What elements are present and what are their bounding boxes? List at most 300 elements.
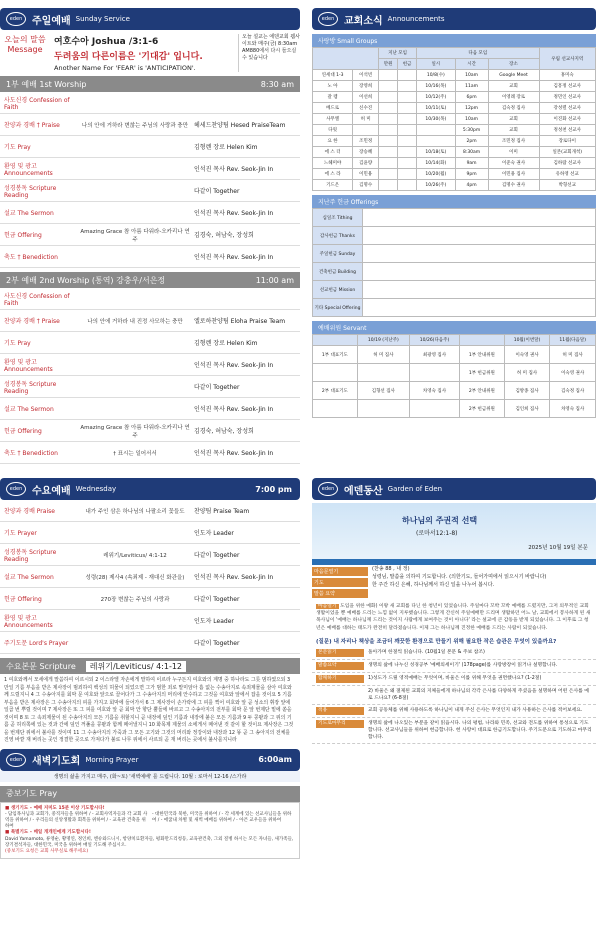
- garden-panel: [312, 478, 596, 744]
- message-label-en: Message: [7, 45, 43, 54]
- servant-cell: 허 미 집사: [504, 364, 550, 382]
- servant-row: [313, 364, 596, 382]
- dawn-header: [0, 749, 300, 771]
- message-box: [0, 34, 300, 72]
- service1-row: [0, 246, 300, 268]
- sunday-title: 주일예배: [32, 15, 71, 27]
- sg-cell: [398, 136, 417, 147]
- sg-cell: 10am: [455, 70, 488, 81]
- servant-head: 10/26(다음주): [409, 335, 459, 346]
- sg-row: [313, 180, 596, 191]
- garden-title-en: Garden of Eden: [387, 485, 443, 493]
- sg-cell: 장승혜: [353, 147, 379, 158]
- servant-cell: [313, 400, 358, 418]
- announcements-panel: [312, 8, 596, 418]
- servant-row: [313, 400, 596, 418]
- wednesday-item: 설교 The Sermon: [4, 574, 54, 581]
- servant-cell: 2부 대표기도: [313, 382, 358, 400]
- step-tag: 말씀요약: [316, 662, 364, 670]
- hero-title: 하나님의 주권적 선택: [402, 516, 478, 525]
- sg-cell: 교회: [488, 125, 539, 136]
- offering-label: 주일헌금 Sunday: [313, 245, 363, 263]
- offering-row: [313, 281, 596, 299]
- servant-cell: 김숙정 집사: [550, 382, 596, 400]
- sg-cell: [379, 169, 398, 180]
- offering-label: 기타 Special Offering: [313, 299, 363, 317]
- service1-item: 사도신경 Confession of Faith: [4, 96, 70, 111]
- servant-cell: [409, 400, 459, 418]
- sg-cell: [417, 125, 456, 136]
- sermon-title-en: Another Name For 'FEAR' is 'ANTICIPATION'.: [54, 64, 196, 72]
- servant-cell: 이숙영 권사: [550, 364, 596, 382]
- service1-row: [0, 136, 300, 158]
- sg-cell: 느헤미야: [313, 158, 353, 169]
- service1-row: [0, 92, 300, 114]
- small-groups-label: 사랑방 Small Groups: [312, 34, 596, 47]
- wednesday-leader: 인도자 Leader: [194, 530, 234, 537]
- servant-cell: 2부 안내위원: [460, 382, 505, 400]
- hero-line: 한 주간 하신 은혜, 하나님께서 하신 일을 나누어 봅시다.: [372, 582, 495, 588]
- study-step: [312, 673, 596, 686]
- service2-row: [0, 376, 300, 398]
- service2-leader: 인석진 목사 Rev. Seok-Jin In: [194, 450, 274, 457]
- service2-leader: 인석진 목사 Rev. Seok-Jin In: [194, 362, 274, 369]
- sg-cell: 9am: [455, 158, 488, 169]
- offering-amount: [363, 263, 596, 281]
- sg-row: [313, 147, 596, 158]
- intro-body: 도입을 위한 예화) 이왕 새 교회를 다닌 한 청년이 있었습니다. 주일마다 꼬박 꼬박 예배를 드렸지만, 그저 의무적인 교회생활이었을 뿐 예배를 드리는 느낌 없이 지루했습니다. 그렇게 간신히 주일예배만 드리며 생활하던 어느 날, 교회에서 봉사하게 된 새 목사님이 '예배는 하나님께 드리는 것이지 사람에게 보여주는 것이 아니다' 라는 설교에 큰 감동을 받게 되었습니다. 그 이후로 그 청년은 예배를 대하는 태도가 완전히 달라졌습니다. 이제 그는 하나님께 진정한 예배를 드리는 사람이 되었습니다.: [316, 604, 591, 631]
- wednesday-detail: 270장 변찮는 주님의 사랑과: [100, 596, 170, 603]
- wednesday-detail: 성령(28) 제사4 (속죄제 - 재대신 화관을): [85, 574, 185, 581]
- sg-cell: 교회: [488, 114, 539, 125]
- intro-text: [312, 600, 596, 635]
- service2-item: 환영 및 광고 Announcements: [4, 358, 53, 373]
- service1-leader: 헤세드찬양팀 Hesed PraiseTeam: [194, 122, 286, 129]
- sg-row: [313, 103, 596, 114]
- servant-table: [312, 334, 596, 418]
- sg-cell: 유하영 선교: [539, 169, 595, 180]
- first-service-bar: [0, 76, 300, 92]
- wednesday-item: 기도 Prayer: [4, 530, 37, 537]
- scripture-label: 수요본문 Scripture: [6, 661, 76, 671]
- servant-row: [313, 346, 596, 364]
- sg-cell: [398, 169, 417, 180]
- sg-cell: 이준숙 권사: [488, 158, 539, 169]
- offering-row: [313, 227, 596, 245]
- servant-cell: 차영숙 집사: [550, 400, 596, 418]
- offering-label: 건축헌금 Building: [313, 263, 363, 281]
- sg-cell: [398, 180, 417, 191]
- wednesday-row: [0, 588, 300, 610]
- sg-cell: 이민용: [353, 169, 379, 180]
- servant-cell: 1부 대표기도: [313, 346, 358, 364]
- prayer-1-title: ■ 생기기도 – 예배 지미도 15분 이상 기도합시다!: [5, 805, 105, 811]
- second-service-time: 11:00 am: [255, 275, 294, 285]
- sg-cell: 10/14(화): [417, 158, 456, 169]
- sg-cell: 10am: [455, 114, 488, 125]
- sg-cell: 이선희: [353, 92, 379, 103]
- sg-row: [313, 125, 596, 136]
- servant-head: 11월(다음달): [550, 335, 596, 346]
- sg-cell: 연세대 1-3: [313, 70, 353, 81]
- study-step: [312, 718, 596, 744]
- sg-cell: 갈 렘: [313, 92, 353, 103]
- eden-logo-icon: eden: [6, 753, 26, 767]
- wednesday-time: 7:00 pm: [255, 484, 292, 494]
- service2-item: 설교 The Sermon: [4, 406, 54, 413]
- wednesday-order: [0, 500, 300, 654]
- first-service-time: 8:30 am: [260, 79, 294, 89]
- service2-item: 성경봉독 Scripture Reading: [4, 380, 57, 395]
- sg-cell: [379, 136, 398, 147]
- sg-cell: 김명수 권사: [488, 180, 539, 191]
- sg-cell: 베드로: [313, 103, 353, 114]
- sg-cell: 장로다이: [539, 136, 595, 147]
- servant-cell: 허 미 집사: [357, 346, 409, 364]
- sg-cell: 8:30am: [455, 147, 488, 158]
- sg-row: [313, 81, 596, 92]
- step-text: 1)성도가 드릴 영적예배는 무엇이며, 바울은 이를 위해 무엇을 권면했나요? (1-2절): [368, 675, 542, 681]
- sg-cell: 10/8(수): [417, 70, 456, 81]
- sg-cell: 5:30pm: [455, 125, 488, 136]
- servant-head: [313, 335, 358, 346]
- dawn-title-en: Morning Prayer: [85, 755, 139, 764]
- sg-cell: 이진화 선교사: [539, 114, 595, 125]
- second-service-order: [0, 288, 300, 464]
- sg-subhead: 만원: [379, 59, 398, 70]
- sg-cell: 4pm: [455, 180, 488, 191]
- sg-cell: 김명수: [353, 180, 379, 191]
- sg-cell: 정민인 선교사: [539, 92, 595, 103]
- sg-cell: 11am: [455, 81, 488, 92]
- wednesday-title: 수요예배: [32, 485, 71, 497]
- sg-head: 우림 선교사지역: [539, 48, 595, 70]
- sermon-title: 두려움의 다른이름은 '기대감' 입니다.: [54, 52, 203, 62]
- service2-detail: Amazing Grace 참 아름 다워라-오카리나 연주: [80, 424, 190, 439]
- sg-head: 다음 모임: [417, 48, 539, 59]
- wednesday-item: 환영 및 광고 Announcements: [4, 614, 53, 629]
- wednesday-detail: 레위기/Leviticus/ 4:1-12: [103, 552, 167, 559]
- garden-header: [312, 478, 596, 500]
- offerings-table: [312, 208, 596, 317]
- sg-cell: 10/30(목): [417, 114, 456, 125]
- wednesday-item: 성경봉독 Scripture Reading: [4, 548, 57, 563]
- sg-cell: 조민정: [353, 136, 379, 147]
- wednesday-row: [0, 566, 300, 588]
- sg-head: 지난 모임: [379, 48, 417, 59]
- service1-row: [0, 202, 300, 224]
- step-tag: [316, 688, 364, 696]
- servant-cell: 1부 안내위원: [460, 346, 505, 364]
- sg-cell: [379, 114, 398, 125]
- sg-cell: [398, 70, 417, 81]
- service1-item: 성경봉독 Scripture Reading: [4, 184, 57, 199]
- sg-cell: [398, 92, 417, 103]
- servant-head: 10/19 (지난주): [357, 335, 409, 346]
- wednesday-row: [0, 500, 300, 522]
- service2-row: [0, 420, 300, 442]
- intro-tag: 마음열기: [318, 604, 337, 609]
- scripture-ref: 여호수아 Joshua /3:1-6: [54, 37, 159, 47]
- service1-item: 설교 The Sermon: [4, 210, 54, 217]
- sg-cell: 교회: [488, 81, 539, 92]
- sg-cell: 10/12(주): [417, 92, 456, 103]
- servant-cell: 2부 헌금위원: [460, 400, 505, 418]
- service1-detail: Amazing Grace 참 아름 다워라-오카리나 연주: [80, 228, 190, 243]
- sg-cell: 2pm: [455, 136, 488, 147]
- sg-cell: 허 미: [353, 114, 379, 125]
- sg-cell: 10/26(주): [417, 180, 456, 191]
- hero-ref: (로마서12:1-8): [416, 530, 458, 537]
- eden-logo-icon: eden: [6, 12, 26, 26]
- service1-detail: 나의 안에 거하라 변찮는 주님의 사랑과 충만: [81, 122, 189, 129]
- sg-cell: 김숙정 집사: [488, 103, 539, 114]
- sg-cell: [353, 125, 379, 136]
- service2-item: 찬양과 경배 † Praise: [4, 318, 60, 325]
- sunday-service-panel: [0, 8, 300, 464]
- service1-leader: 인석진 목사 Rev. Seok-Jin In: [194, 210, 274, 217]
- first-service-label: 1부 예배 1st Worship: [6, 79, 87, 89]
- message-label: 오늘의 말씀: [4, 35, 46, 44]
- eden-logo-icon: eden: [318, 482, 338, 496]
- sg-row: [313, 136, 596, 147]
- sg-row: [313, 92, 596, 103]
- wednesday-item: 헌금 Offering: [4, 596, 42, 603]
- sg-cell: 박형선교: [539, 180, 595, 191]
- sg-cell: 일본(교회개척): [539, 147, 595, 158]
- scripture-text: 1 여호와께서 모세에게 말씀하여 이르시되 2 이스라엘 자손에게 말하여 이르라 누구든지 여호와의 계명 중 하나라도 그릇 범하였으되 3 만일 기름 부음을 받은 제사장이 범죄하여 백성의 허물이 되었으면 그가 범한 죄로 말미암아 흠 없는 수송아지로 속죄제물을 삼아 여호와께 드릴지니 4 그 수송아지를 회막 문 여호와 앞으로 끌어다가 그 수송아지의 머리에 안수하고 그것을 여호와 앞에서 잡을 것이요 5 기름 부음을 받은 제사장은 그 수송아지의 피를 가지고 회막에 들어가서 6 그 제사장이 손가락에 그 피를 찍어 여호와 앞 곧 성소의 휘장 앞에 일곱 번 뿌릴 것이며 7 제사장은 또 그 피를 여호와 앞 곧 회막 안 향단 뿔들에 바르고 그 수송아지의 전부를 회막 문 앞 번제단 밑에 쏟을 것이며 8 또 그 속죄제물이 된 수송아지의 모든 기름을 취할지니 곧 내장에 덮인 기름과 내장에 붙은 모든 기름과 9 두 콩팥과 그 위의 기름 곧 허리쪽에 있는 것과 간에 덮인 꺼풀을 콩팥과 함께 떼어낼지니 10 화목제 제물의 소에게서 떼어낸 것 같이 할 것이요 제사장은 그것을 번제단 위에서 불사를 것이며 11 그 수송아지의 가죽과 그 모든 고기와 그것의 머리와 정강이와 내장과 12 똥 곧 그 송아지의 전체를 진영 바깥 재 버리는 곳인 정결한 곳으로 가져다가 불로 나무 위에서 사르되 곧 재 버리는 곳에서 불사를지니라: [4, 677, 294, 743]
- wednesday-row: [0, 610, 300, 632]
- wednesday-row: [0, 544, 300, 566]
- offering-row: [313, 299, 596, 317]
- wednesday-leader: 다같이 Together: [194, 640, 240, 647]
- service2-row: [0, 332, 300, 354]
- sg-cell: 에 스 더: [313, 147, 353, 158]
- service1-item: 찬양과 경배 † Praise: [4, 122, 60, 129]
- sg-cell: 조민정 집사: [488, 136, 539, 147]
- sg-cell: [398, 147, 417, 158]
- sg-cell: [398, 114, 417, 125]
- sg-cell: 김흥정 선교사: [539, 81, 595, 92]
- step-tag: 적용: [316, 707, 364, 715]
- service2-row: [0, 398, 300, 420]
- offering-amount: [363, 299, 596, 317]
- sg-subhead: 시간: [455, 59, 488, 70]
- sg-row: [313, 70, 596, 81]
- service2-row: [0, 288, 300, 310]
- service2-row: [0, 354, 300, 376]
- service2-leader: 김경숙, 허남숙, 장성희: [194, 428, 254, 435]
- prayer-2-note: (중보기도 요청은 교회 사무실로 해주세요): [5, 848, 89, 854]
- hero-banner: [312, 503, 596, 565]
- study-steps: [312, 647, 596, 744]
- offering-amount: [363, 227, 596, 245]
- prayer-bar: [0, 786, 300, 802]
- study-step: [312, 705, 596, 718]
- sg-cell: 기드온: [313, 180, 353, 191]
- sg-cell: [398, 81, 417, 92]
- prayer-label: 중보기도 Pray: [6, 789, 58, 798]
- service1-leader: 김형렌 장로 Helen Kim: [194, 144, 258, 151]
- dawn-note: 생명의 삶을 가지고 매주, (화~토) '새벽예배' 를 드립니다. 10월 : 로마서 12-16 /스가랴: [0, 771, 300, 782]
- sg-cell: [379, 70, 398, 81]
- service2-item: 헌금 Offering: [4, 428, 42, 435]
- announcements-title-en: Announcements: [387, 15, 445, 23]
- wednesday-leader: 인도자 Leader: [194, 618, 234, 625]
- step-tag: 본문읽기: [316, 649, 364, 657]
- wednesday-leader: 찬양팀 Praise Team: [194, 508, 250, 515]
- sunday-title-en: Sunday Service: [75, 15, 130, 23]
- sg-cell: 노 아: [313, 81, 353, 92]
- offerings-label: 지난주 헌금 Offerings: [312, 195, 596, 208]
- sg-cell: 강성렬 선교사: [539, 103, 595, 114]
- study-step: [312, 647, 596, 660]
- eden-logo-icon: eden: [6, 482, 26, 496]
- sg-cell: [398, 158, 417, 169]
- servant-cell: 김형선 집사: [357, 382, 409, 400]
- step-text: 생명의 삶에 나오있는 부분을 같이 읽읍시다. 나의 평범, 나라와 민족, 선교와 전도를 위하여 통성으로 기도합니다. 선교사님들을 위하여 헌금합니다. 헌 사랑이 대표로 한금기도합니다. 주기도문으로 기도하고 마무리합니다.: [368, 720, 592, 740]
- servant-cell: [357, 400, 409, 418]
- service2-row: [0, 442, 300, 464]
- sg-row: [313, 169, 596, 180]
- service1-item: 기도 Pray: [4, 144, 31, 151]
- sg-row: [313, 158, 596, 169]
- sg-cell: [398, 103, 417, 114]
- second-service-label: 2부 예배 2nd Worship (통역) 강충우/서은정: [6, 275, 166, 285]
- scripture-bar: [0, 658, 300, 674]
- sg-cell: 10/20(월): [417, 169, 456, 180]
- sg-cell: [379, 125, 398, 136]
- hero-line: (찬송 88 , 내 정): [372, 566, 410, 572]
- sg-cell: 10/18(토): [417, 147, 456, 158]
- service1-item: 환영 및 광고 Announcements: [4, 162, 53, 177]
- service2-item: 사도신경 Confession of Faith: [4, 292, 70, 307]
- service1-row: [0, 180, 300, 202]
- service1-item: 축도 † Benediction: [4, 254, 58, 261]
- sg-cell: 다윗: [313, 125, 353, 136]
- offering-amount: [363, 245, 596, 263]
- wednesday-header: [0, 478, 300, 500]
- service1-leader: 다같이 Together: [194, 188, 240, 195]
- service2-detail: 나의 안에 거하라 내 진정 사모하는 충만: [87, 318, 183, 325]
- sg-cell: [417, 136, 456, 147]
- offering-label: 선교헌금 Mission: [313, 281, 363, 299]
- offering-label: 감사헌금 Thanks: [313, 227, 363, 245]
- sg-cell: [379, 103, 398, 114]
- sg-cell: [379, 180, 398, 191]
- prayer-2-text: David Yamamoto, 류영순, 황명연, 정인희, 엔슈와드니시, 항양치료환자들, 평화만드리청등, 교육관건축, 그외 질병 하시는 모든 자녀들, 새가족들, 장기결석자들, 대한민국, 미국을 위하여 매일 기도해 주십시오.: [5, 836, 294, 848]
- offering-label: 십일조 Tithing: [313, 209, 363, 227]
- scripture-ref: 레위기/Leviticus/ 4:1-12: [86, 661, 186, 672]
- wednesday-panel: [0, 478, 300, 859]
- step-tag: 기도로마무리: [316, 720, 364, 728]
- wednesday-row: [0, 632, 300, 654]
- servant-cell: 김인희 집사: [504, 400, 550, 418]
- prayer-1-right: - 대한민국과 북한, 미국을 위하여 / - 각 세계에 있는 선교사님들을 위하여 / - 애굽내 차별 및 새벽 예배를 위하여 / - 아픈 교우들을 위하여: [152, 811, 292, 823]
- question: (질문) 내 자리나 책상을 조금더 깨끗한 환경으로 만들기 위해 필요한 작은 습관은 무엇이 있을까요?: [316, 638, 557, 645]
- service2-leader: 인석진 목사 Rev. Seok-Jin In: [194, 406, 274, 413]
- sg-cell: 12pm: [455, 103, 488, 114]
- sg-cell: 이민용 집사: [488, 169, 539, 180]
- sg-subhead: 일시: [417, 59, 456, 70]
- sg-cell: 신수진: [353, 103, 379, 114]
- servant-cell: [357, 364, 409, 382]
- service2-detail: † 표시는 일어서서: [113, 450, 157, 457]
- offering-row: [313, 209, 596, 227]
- servant-cell: 1부 헌금위원: [460, 364, 505, 382]
- sg-cell: [379, 147, 398, 158]
- dawn-title: 새벽기도회: [32, 756, 81, 767]
- prayer-box: [0, 802, 300, 860]
- tag: 말씀 요약: [312, 589, 368, 598]
- tag: 마음문열기: [312, 567, 368, 576]
- servant-cell: 차영숙 집사: [409, 382, 459, 400]
- service2-row: [0, 310, 300, 332]
- wednesday-detail: 내가 주인 삼은 하나님의 나팔소리 꽃들도: [85, 508, 185, 515]
- sg-cell: 이미: [488, 147, 539, 158]
- sg-cell: 10/11(토): [417, 103, 456, 114]
- eden-logo-icon: eden: [318, 12, 338, 26]
- sg-cell: Google Meet: [488, 70, 539, 81]
- wednesday-leader: 인석진 목사 Rev. Seok-Jin In: [194, 574, 274, 581]
- wednesday-leader: 다같이 Together: [194, 552, 240, 559]
- announcements-header: [312, 8, 596, 30]
- servant-cell: 최광영 집사: [409, 346, 459, 364]
- sg-subhead: 헌금: [398, 59, 417, 70]
- tag: 기도: [312, 578, 368, 587]
- sg-cell: 에 스 라: [313, 169, 353, 180]
- servant-head: [460, 335, 505, 346]
- sg-cell: 6pm: [455, 92, 488, 103]
- first-service-order: [0, 92, 300, 268]
- service1-leader: 김경숙, 허남숙, 장성희: [194, 232, 254, 239]
- service2-leader: 엘로하찬양팀 Eloha Praise Team: [194, 318, 286, 325]
- step-tag: 함께하기: [316, 675, 364, 683]
- offering-amount: [363, 281, 596, 299]
- hero-date: 2025년 10월 19일 본문: [528, 545, 588, 551]
- sg-cell: 장영희: [353, 81, 379, 92]
- offering-row: [313, 263, 596, 281]
- service1-leader: 인석진 목사 Rev. Seok-Jin In: [194, 254, 274, 261]
- servant-row: [313, 382, 596, 400]
- wednesday-leader: 다같이 Together: [194, 596, 240, 603]
- servant-label: 예배위원 Servant: [312, 321, 596, 334]
- sg-cell: 9pm: [455, 169, 488, 180]
- service1-row: [0, 158, 300, 180]
- sg-cell: [398, 125, 417, 136]
- sg-cell: 김하람 선교사: [539, 158, 595, 169]
- sg-row: [313, 114, 596, 125]
- sermon-note: 오늘 설교는 에덴교회 웹사이트와 매주(금) 8:30am AM880에서 다시 들으실 수 있습니다: [238, 34, 300, 72]
- wednesday-title-en: Wednesday: [75, 485, 117, 493]
- dawn-time: 6:00am: [258, 755, 292, 764]
- service1-item: 헌금 Offering: [4, 232, 42, 239]
- service1-row: [0, 114, 300, 136]
- step-text: 2) 바울은 왜 절제된 교회의 지체들에게 하나님의 각각 은사를 다양하게 주셨음을 설명하며 어떤 은사를 예로 드나요? (6-8절): [368, 688, 589, 701]
- sg-cell: 김윤량: [353, 158, 379, 169]
- sg-cell: 이석빈: [353, 70, 379, 81]
- step-text: 돌아가며 한절씩 읽습니다. (10월1일 본문 & 주보 참조): [368, 649, 485, 655]
- prayer-2-title: ■ 특별기도 – 매일 개개인에게 기도합시다!: [5, 830, 91, 836]
- second-service-bar: [0, 272, 300, 288]
- servant-cell: 이숙영 권사: [504, 346, 550, 364]
- sg-cell: 홍미숙: [539, 70, 595, 81]
- sg-cell: [379, 92, 398, 103]
- sg-cell: [379, 81, 398, 92]
- service2-leader: 다같이 Together: [194, 384, 240, 391]
- wednesday-item: 찬양과 경배 Praise: [4, 508, 55, 515]
- sg-cell: 10/16(목): [417, 81, 456, 92]
